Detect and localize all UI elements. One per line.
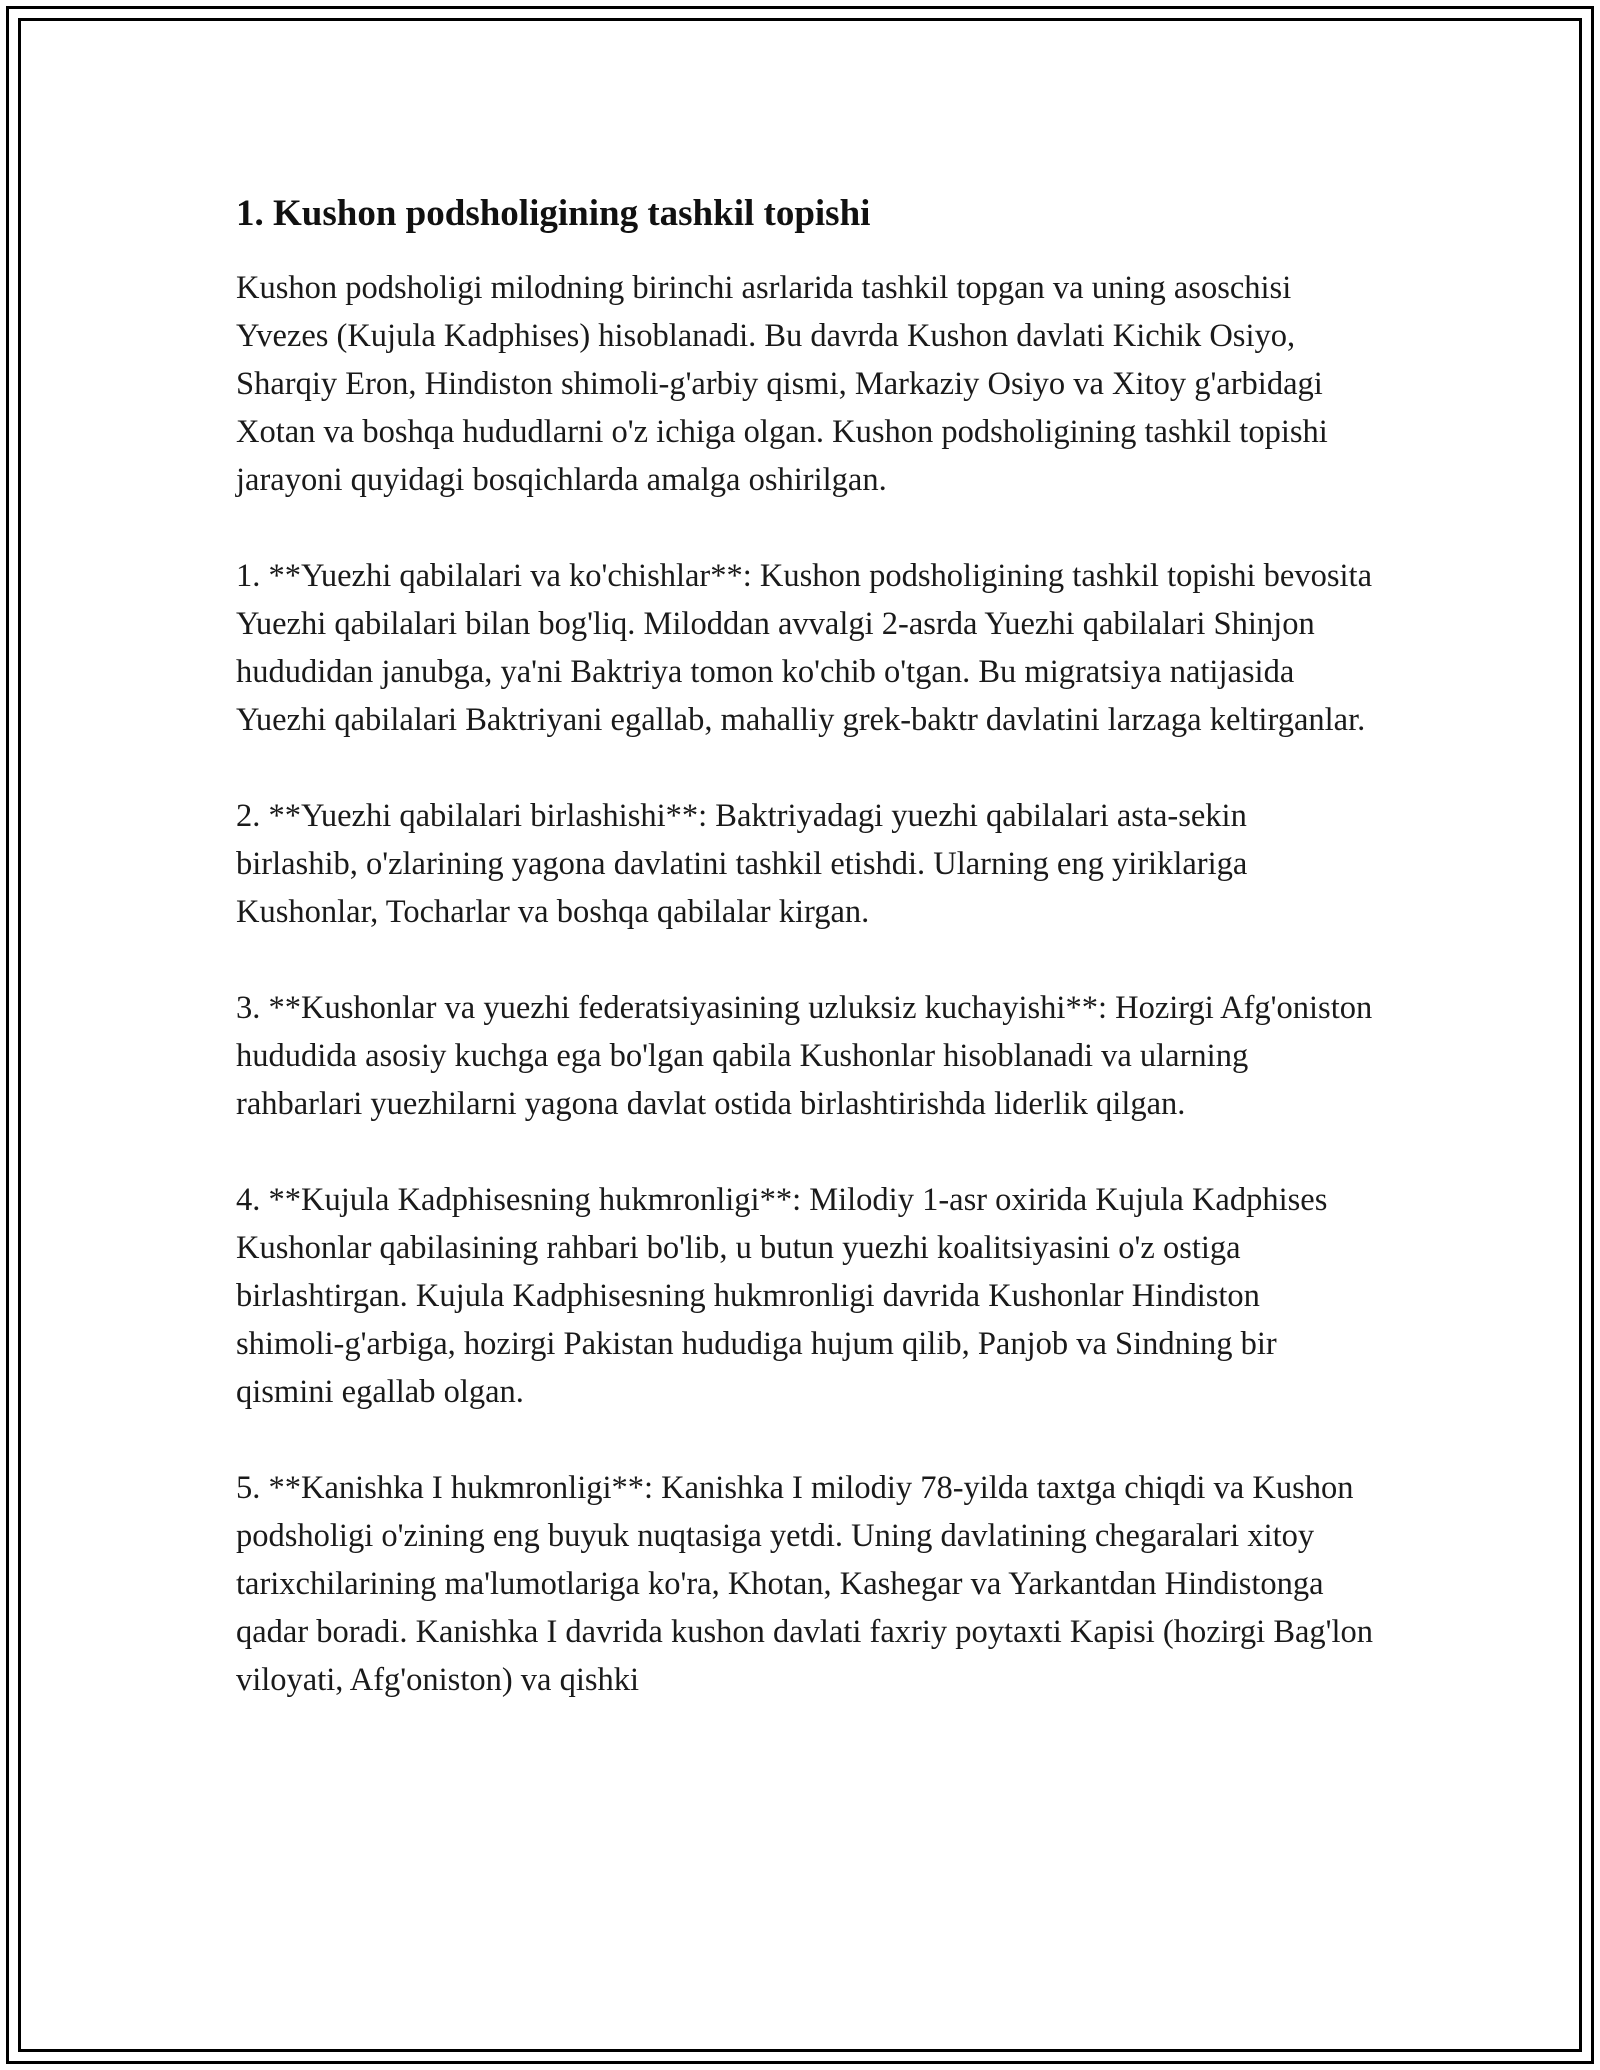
- paragraph-item-1: 1. **Yuezhi qabilalari va ko'chishlar**: Kushon podsholigining tashkil topishi bevosita Yuezhi qabilalari bilan bog'liq. Miloddan avvalgi 2-asrda Yuezhi qabilalari Shinjon hududidan janubga, ya'ni Baktriya tomon ko'chib o'tgan. Bu migratsiya natijasida Yuezhi qabilalari Baktriyani egallab, mahalliy grek-baktr davlatini larzaga keltirganlar.: [236, 558, 1372, 738]
- paragraph-item-4: 4. **Kujula Kadphisesning hukmronligi**: Milodiy 1-asr oxirida Kujula Kadphises Kushonlar qabilasining rahbari bo'lib, u butun yuezhi koalitsiyasini o'z ostiga birlashtirgan. Kujula Kadphisesning hukmronligi davrida Kushonlar Hindiston shimoli-g'arbiga, hozirgi Pakistan hududiga hujum qilib, Panjob va Sindning bir qismini egallab olgan.: [236, 1182, 1328, 1410]
- paragraph-intro: Kushon podsholigi milodning birinchi asrlarida tashkil topgan va uning asoschisi Yvezes (Kujula Kadphises) hisoblanadi. Bu davrda Kushon davlati Kichik Osiyo, Sharqiy Eron, Hindiston shimoli-g'arbiy qismi, Markaziy Osiyo va Xitoy g'arbidagi Xotan va boshqa hududlarni o'z ichiga olgan. Kushon podsholigining tashkil topishi jarayoni quyidagi bosqichlarda amalga oshirilgan.: [236, 270, 1328, 498]
- document-body: [236, 186, 1376, 1704]
- section-title: 1. Kushon podsholigining tashkil topishi: [236, 193, 871, 234]
- paragraph-item-2: 2. **Yuezhi qabilalari birlashishi**: Baktriyadagi yuezhi qabilalari asta-sekin birlashib, o'zlarining yagona davlatini tashkil etishdi. Ularning eng yiriklariga Kushonlar, Tocharlar va boshqa qabilalar kirgan.: [236, 798, 1248, 930]
- paragraph-item-3: 3. **Kushonlar va yuezhi federatsiyasining uzluksiz kuchayishi**: Hozirgi Afg'oniston hududida asosiy kuchga ega bo'lgan qabila Kushonlar hisoblanadi va ularning rahbarlari yuezhilarni yagona davlat ostida birlashtirishda liderlik qilgan.: [236, 990, 1373, 1122]
- paragraph-item-5: 5. **Kanishka I hukmronligi**: Kanishka I milodiy 78-yilda taxtga chiqdi va Kushon podsholigi o'zining eng buyuk nuqtasiga yetdi. Uning davlatining chegaralari xitoy tarixchilarining ma'lumotlariga ko'ra, Khotan, Kashegar va Yarkantdan Hindistonga qadar boradi. Kanishka I davrida kushon davlati faxriy poytaxti Kapisi (hozirgi Bag'lon viloyati, Afg'oniston) va qishki: [236, 1470, 1374, 1698]
